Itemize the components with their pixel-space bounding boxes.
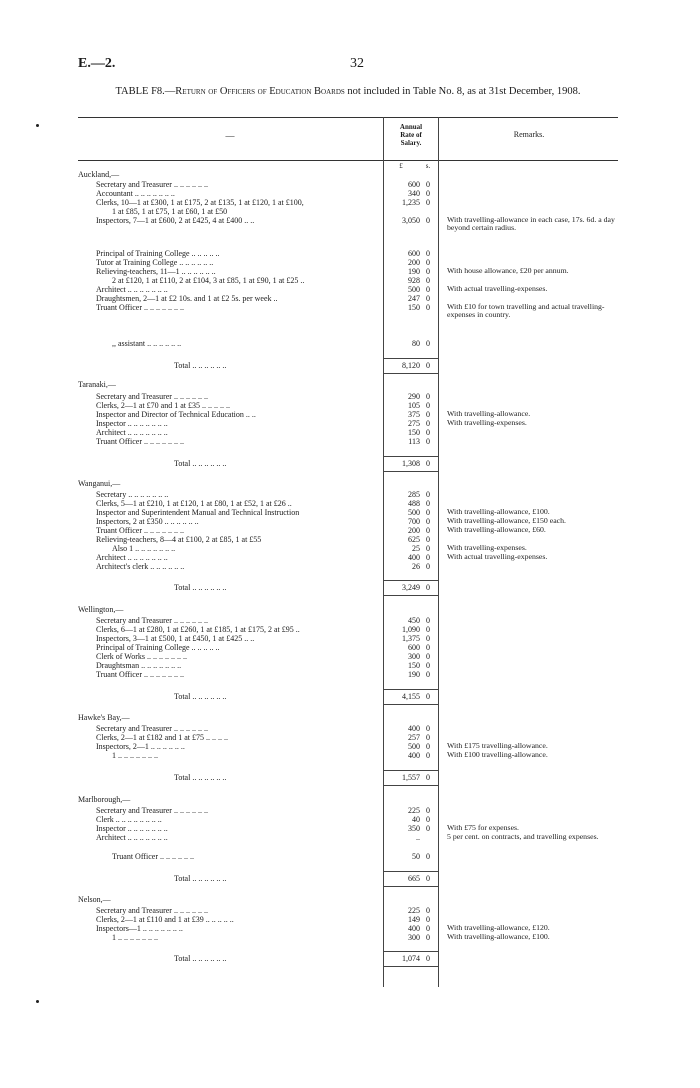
salary-shillings: 0 — [426, 459, 430, 468]
salary-shillings: 0 — [426, 652, 430, 661]
salary-shillings: 0 — [426, 906, 430, 915]
section-label: Marlborough,— — [78, 795, 131, 804]
salary-pounds: 350 — [408, 824, 420, 833]
total-rule — [383, 871, 438, 872]
salary-pounds: 1,557 — [402, 773, 420, 782]
table-row — [0, 652, 700, 661]
row-label: Inspector and Director of Technical Education .. .. — [96, 410, 256, 419]
salary-pounds: 50 — [412, 852, 420, 861]
row-label: Tutor at Training College .. .. .. .. .. .. — [96, 258, 214, 267]
salary-pounds: 200 — [408, 526, 420, 535]
row-label: Principal of Training College .. .. .. .. .. — [96, 249, 220, 258]
row-label: Architect .. .. .. .. .. .. .. — [96, 428, 168, 437]
salary-pounds: 400 — [408, 924, 420, 933]
section-heading-row — [0, 380, 700, 389]
row-label: Draughtsmen, 2—1 at £2 10s. and 1 at £2 5s. per week .. — [96, 294, 278, 303]
salary-column-heading-line2: Rate of — [400, 131, 422, 139]
salary-pounds: 600 — [408, 180, 420, 189]
salary-pounds: 375 — [408, 410, 420, 419]
table-title — [78, 86, 618, 98]
total-rule — [383, 373, 438, 374]
total-rule — [383, 456, 438, 457]
row-label: Architect .. .. .. .. .. .. .. — [96, 553, 168, 562]
salary-pounds: 665 — [408, 874, 420, 883]
salary-shillings: 0 — [426, 742, 430, 751]
salary-shillings: 0 — [426, 276, 430, 285]
salary-shillings: 0 — [426, 751, 430, 760]
page-number: 32 — [350, 56, 364, 71]
salary-pounds: 1,090 — [402, 625, 420, 634]
table-row — [0, 180, 700, 189]
table-row — [0, 249, 700, 258]
row-label: Clerks, 2—1 at £110 and 1 at £39 .. .. .. .. .. — [96, 915, 234, 924]
salary-shillings: 0 — [426, 499, 430, 508]
salary-pounds: 275 — [408, 419, 420, 428]
salary-shillings: 0 — [426, 258, 430, 267]
salary-pounds: 300 — [408, 933, 420, 942]
salary-shillings: 0 — [426, 285, 430, 294]
salary-pounds: 928 — [408, 276, 420, 285]
row-label: Inspector .. .. .. .. .. .. .. — [96, 824, 168, 833]
salary-shillings: 0 — [426, 216, 430, 225]
row-label: Inspectors—1 .. .. .. .. .. .. .. — [96, 924, 183, 933]
salary-shillings: 0 — [426, 915, 430, 924]
salary-shillings: 0 — [426, 933, 430, 942]
section-heading-row — [0, 713, 700, 722]
salary-shillings: 0 — [426, 508, 430, 517]
title-prefix: TABLE F8.— — [115, 86, 176, 97]
table-row — [0, 616, 700, 625]
table-row — [0, 198, 700, 207]
table-row — [0, 806, 700, 815]
table-row — [0, 544, 700, 553]
table-row — [0, 906, 700, 915]
salary-pounds: 625 — [408, 535, 420, 544]
salary-column-heading-line1: Annual — [399, 123, 423, 131]
table-row — [0, 733, 700, 742]
salary-pounds: .. — [416, 833, 420, 842]
table-row — [0, 815, 700, 824]
salary-pounds: 40 — [412, 815, 420, 824]
table-row — [0, 215, 700, 233]
total-row — [0, 874, 700, 885]
table-row — [0, 535, 700, 544]
section-label: Wellington,— — [78, 605, 124, 614]
total-label: Total .. .. .. .. .. .. — [174, 583, 227, 592]
salary-pounds: 400 — [408, 553, 420, 562]
salary-pounds: 1,308 — [402, 459, 420, 468]
salary-shillings: 0 — [426, 517, 430, 526]
salary-shillings: 0 — [426, 852, 430, 861]
table-row — [0, 437, 700, 446]
salary-shillings: 0 — [426, 824, 430, 833]
salary-shillings: 0 — [426, 634, 430, 643]
row-label: Inspectors, 7—1 at £600, 2 at £425, 4 at £400 .. .. — [96, 216, 255, 225]
section-heading-row — [0, 605, 700, 614]
salary-shillings: 0 — [426, 339, 430, 348]
remark: With actual travelling-expenses. — [447, 284, 548, 293]
salary-pounds: 500 — [408, 508, 420, 517]
total-label: Total .. .. .. .. .. .. — [174, 459, 227, 468]
table-row — [0, 410, 700, 419]
table-row — [0, 915, 700, 924]
salary-shillings: 0 — [426, 583, 430, 592]
total-rule — [383, 966, 438, 967]
total-rule — [383, 951, 438, 952]
table-row — [0, 428, 700, 437]
salary-pounds: 3,050 — [402, 216, 420, 225]
salary-shillings: 0 — [426, 553, 430, 562]
salary-pounds: 300 — [408, 652, 420, 661]
remark: With £100 travelling-allowance. — [447, 750, 548, 759]
row-label: Truant Officer .. .. .. .. .. .. .. — [96, 303, 184, 312]
row-label: Clerk of Works .. .. .. .. .. .. .. — [96, 652, 187, 661]
salary-shillings: 0 — [426, 392, 430, 401]
table-row — [0, 751, 700, 760]
table-row — [0, 490, 700, 499]
salary-pounds: 149 — [408, 915, 420, 924]
salary-pounds: 190 — [408, 670, 420, 679]
row-label: Secretary and Treasurer .. .. .. .. .. .. — [96, 180, 208, 189]
table-row — [0, 339, 700, 348]
total-rule — [383, 704, 438, 705]
row-label: Clerks, 6—1 at £280, 1 at £260, 1 at £185, 1 at £175, 2 at £95 .. — [96, 625, 300, 634]
row-label: Secretary and Treasurer .. .. .. .. .. .. — [96, 724, 208, 733]
salary-pounds: 290 — [408, 392, 420, 401]
row-label: Principal of Training College .. .. .. .. .. — [96, 643, 220, 652]
salary-shillings: 0 — [426, 661, 430, 670]
salary-shillings: 0 — [426, 437, 430, 446]
salary-shillings: 0 — [426, 806, 430, 815]
document-reference: E.—2. — [78, 56, 116, 71]
salary-shillings: 0 — [426, 198, 430, 207]
salary-pounds: 400 — [408, 751, 420, 760]
table-row — [0, 670, 700, 679]
margin-mark — [36, 1000, 39, 1003]
remark: With actual travelling-expenses. — [447, 552, 548, 561]
row-label: Truant Officer .. .. .. .. .. .. .. — [96, 526, 184, 535]
section-label: Auckland,— — [78, 170, 120, 179]
table-row — [0, 553, 700, 562]
salary-pounds: 4,155 — [402, 692, 420, 701]
row-label: Secretary .. .. .. .. .. .. .. — [96, 490, 169, 499]
row-label: Clerks, 5—1 at £210, 1 at £120, 1 at £80, 1 at £52, 1 at £26 .. — [96, 499, 292, 508]
remark: With travelling-allowance, £100. — [447, 932, 550, 941]
salary-pounds: 400 — [408, 724, 420, 733]
salary-shillings: 0 — [426, 428, 430, 437]
salary-pounds: 500 — [408, 285, 420, 294]
pound-unit: £ — [399, 162, 403, 170]
remark: With travelling-allowance in each case, 17s. 6d. a day beyond certain radius. — [447, 215, 615, 233]
margin-mark — [36, 124, 39, 127]
table-row — [0, 526, 700, 535]
remark: With travelling-allowance. — [447, 409, 531, 418]
salary-shillings: 0 — [426, 267, 430, 276]
salary-pounds: 1,375 — [402, 634, 420, 643]
table-row — [0, 924, 700, 933]
description-column-heading: — — [225, 131, 235, 141]
row-label: Also 1 .. .. .. .. .. .. .. — [112, 544, 176, 553]
salary-shillings: 0 — [426, 189, 430, 198]
salary-pounds: 257 — [408, 733, 420, 742]
row-label: Truant Officer .. .. .. .. .. .. .. — [96, 437, 184, 446]
total-row — [0, 459, 700, 470]
total-rule — [383, 770, 438, 771]
row-label: Relieving-teachers, 11—1 .. .. .. .. .. .. — [96, 267, 216, 276]
table-row — [0, 661, 700, 670]
total-label: Total .. .. .. .. .. .. — [174, 874, 227, 883]
salary-shillings: 0 — [426, 401, 430, 410]
salary-pounds: 700 — [408, 517, 420, 526]
row-label: Draughtsman .. .. .. .. .. .. .. — [96, 661, 182, 670]
salary-pounds: 150 — [408, 428, 420, 437]
salary-pounds: 190 — [408, 267, 420, 276]
salary-pounds: 600 — [408, 249, 420, 258]
table-row — [0, 508, 700, 517]
remark: With travelling-allowance, £150 each. — [447, 516, 566, 525]
remark: With travelling-expenses. — [447, 418, 527, 427]
salary-pounds: 500 — [408, 742, 420, 751]
salary-pounds: 225 — [408, 806, 420, 815]
section-heading-row — [0, 895, 700, 904]
remark: With travelling-allowance, £120. — [447, 923, 550, 932]
row-label: ,, assistant .. .. .. .. .. .. — [112, 339, 182, 348]
table-row — [0, 258, 700, 267]
row-label: Inspectors, 2 at £350 .. .. .. .. .. .. — [96, 517, 199, 526]
table-row — [0, 285, 700, 294]
row-label: Inspector .. .. .. .. .. .. .. — [96, 419, 168, 428]
row-label: Inspectors, 2—1 .. .. .. .. .. .. — [96, 742, 185, 751]
row-label: Clerks, 2—1 at £70 and 1 at £35 .. .. .. .. .. — [96, 401, 230, 410]
title-suffix: not included in Table No. 8, as at 31st December, 1908. — [344, 86, 581, 97]
shilling-unit: s. — [425, 162, 431, 170]
row-label: Inspector and Superintendent Manual and Technical Instruction — [96, 508, 300, 517]
total-rule — [383, 886, 438, 887]
header-bottom-rule — [78, 160, 618, 161]
remark: With house allowance, £20 per annum. — [447, 266, 569, 275]
total-rule — [383, 580, 438, 581]
remark: With £75 for expenses. — [447, 823, 520, 832]
salary-shillings: 0 — [426, 490, 430, 499]
total-label: Total .. .. .. .. .. .. — [174, 361, 227, 370]
salary-shillings: 0 — [426, 815, 430, 824]
salary-shillings: 0 — [426, 954, 430, 963]
row-label: Secretary and Treasurer .. .. .. .. .. .. — [96, 806, 208, 815]
salary-shillings: 0 — [426, 249, 430, 258]
table-row — [0, 267, 700, 276]
row-label: Truant Officer .. .. .. .. .. .. .. — [96, 670, 184, 679]
total-rule — [383, 595, 438, 596]
table-row — [0, 742, 700, 751]
salary-shillings: 0 — [426, 773, 430, 782]
total-row — [0, 583, 700, 594]
salary-pounds: 247 — [408, 294, 420, 303]
salary-shillings: 0 — [426, 410, 430, 419]
salary-shillings: 0 — [426, 724, 430, 733]
total-row — [0, 692, 700, 703]
table-row — [0, 643, 700, 652]
salary-pounds: 150 — [408, 303, 420, 312]
salary-shillings: 0 — [426, 294, 430, 303]
remark: With £10 for town travelling and actual travelling-expenses in country. — [447, 302, 605, 320]
row-label: Relieving-teachers, 8—4 at £100, 2 at £85, 1 at £55 — [96, 535, 262, 544]
salary-pounds: 285 — [408, 490, 420, 499]
salary-pounds: 113 — [408, 437, 420, 446]
table-row — [0, 833, 700, 842]
salary-pounds: 340 — [408, 189, 420, 198]
table-row — [0, 302, 700, 320]
salary-pounds: 600 — [408, 643, 420, 652]
row-label: 2 at £120, 1 at £110, 2 at £104, 3 at £85, 1 at £90, 1 at £25 .. — [112, 276, 305, 285]
row-label: 1 .. .. .. .. .. .. .. — [112, 751, 158, 760]
row-label: Truant Officer .. .. .. .. .. .. — [112, 852, 194, 861]
table-row — [0, 625, 700, 634]
salary-shillings: 0 — [426, 526, 430, 535]
row-label: Accountant .. .. .. .. .. .. .. — [96, 189, 175, 198]
title-smallcaps: Return of Officers of Education Boards — [175, 86, 345, 97]
salary-pounds: 488 — [408, 499, 420, 508]
salary-shillings: 0 — [426, 361, 430, 370]
row-label: Clerks, 2—1 at £182 and 1 at £75 .. .. .. .. — [96, 733, 228, 742]
salary-pounds: 225 — [408, 906, 420, 915]
salary-shillings: 0 — [426, 643, 430, 652]
salary-pounds: 1,074 — [402, 954, 420, 963]
table-row — [0, 634, 700, 643]
total-label: Total .. .. .. .. .. .. — [174, 954, 227, 963]
total-row — [0, 773, 700, 784]
section-heading-row — [0, 170, 700, 179]
salary-shillings: 0 — [426, 733, 430, 742]
salary-shillings: 0 — [426, 535, 430, 544]
row-label: Architect .. .. .. .. .. .. .. — [96, 285, 168, 294]
total-rule — [383, 785, 438, 786]
table-top-rule — [78, 117, 618, 118]
table-row — [0, 724, 700, 733]
salary-shillings: 0 — [426, 562, 430, 571]
total-row — [0, 361, 700, 372]
total-row — [0, 954, 700, 965]
salary-pounds: 80 — [412, 339, 420, 348]
salary-pounds: 105 — [408, 401, 420, 410]
table-row — [0, 189, 700, 198]
table-row — [0, 933, 700, 942]
total-rule — [383, 358, 438, 359]
row-label: Inspectors, 3—1 at £500, 1 at £450, 1 at £425 .. .. — [96, 634, 255, 643]
row-label: Secretary and Treasurer .. .. .. .. .. .. — [96, 616, 208, 625]
section-label: Hawke's Bay,— — [78, 713, 130, 722]
row-label: 1 at £85, 1 at £75, 1 at £60, 1 at £50 — [112, 207, 228, 216]
table-row — [0, 499, 700, 508]
salary-pounds: 8,120 — [402, 361, 420, 370]
salary-shillings: 0 — [426, 625, 430, 634]
row-label: 1 .. .. .. .. .. .. .. — [112, 933, 158, 942]
salary-pounds: 26 — [412, 562, 420, 571]
salary-shillings: 0 — [426, 874, 430, 883]
salary-pounds: 1,235 — [402, 198, 420, 207]
row-label: Secretary and Treasurer .. .. .. .. .. .. — [96, 906, 208, 915]
row-label: Architect .. .. .. .. .. .. .. — [96, 833, 168, 842]
row-label: Architect's clerk .. .. .. .. .. .. — [96, 562, 185, 571]
section-heading-row — [0, 479, 700, 488]
row-label: Clerks, 10—1 at £300, 1 at £175, 2 at £135, 1 at £120, 1 at £100, — [96, 198, 304, 207]
salary-pounds: 450 — [408, 616, 420, 625]
remark: With travelling-allowance, £100. — [447, 507, 550, 516]
total-label: Total .. .. .. .. .. .. — [174, 692, 227, 701]
salary-shillings: 0 — [426, 419, 430, 428]
total-rule — [383, 689, 438, 690]
table-row — [0, 392, 700, 401]
remark: With travelling-allowance, £60. — [447, 525, 546, 534]
remark: With £175 travelling-allowance. — [447, 741, 548, 750]
section-label: Taranaki,— — [78, 380, 116, 389]
salary-pounds: 150 — [408, 661, 420, 670]
salary-pounds: 200 — [408, 258, 420, 267]
row-label: Clerk .. .. .. .. .. .. .. .. — [96, 815, 162, 824]
salary-shillings: 0 — [426, 616, 430, 625]
section-label: Nelson,— — [78, 895, 111, 904]
salary-pounds: 3,249 — [402, 583, 420, 592]
salary-shillings: 0 — [426, 692, 430, 701]
table-row — [0, 852, 700, 861]
salary-shillings: 0 — [426, 303, 430, 312]
table-row — [0, 276, 700, 285]
salary-column-heading-line3: Salary. — [400, 139, 422, 147]
total-label: Total .. .. .. .. .. .. — [174, 773, 227, 782]
remark: With travelling-expenses. — [447, 543, 527, 552]
table-row — [0, 517, 700, 526]
section-heading-row — [0, 795, 700, 804]
remark: 5 per cent. on contracts, and travelling expenses. — [447, 832, 599, 841]
salary-shillings: 0 — [426, 924, 430, 933]
salary-shillings: 0 — [426, 670, 430, 679]
total-rule — [383, 471, 438, 472]
table-row — [0, 401, 700, 410]
section-label: Wanganui,— — [78, 479, 121, 488]
salary-shillings: 0 — [426, 180, 430, 189]
table-row — [0, 419, 700, 428]
table-row — [0, 562, 700, 571]
salary-pounds: 25 — [412, 544, 420, 553]
remarks-column-heading: Remarks. — [513, 130, 545, 139]
salary-shillings: 0 — [426, 544, 430, 553]
row-label: Secretary and Treasurer .. .. .. .. .. .. — [96, 392, 208, 401]
